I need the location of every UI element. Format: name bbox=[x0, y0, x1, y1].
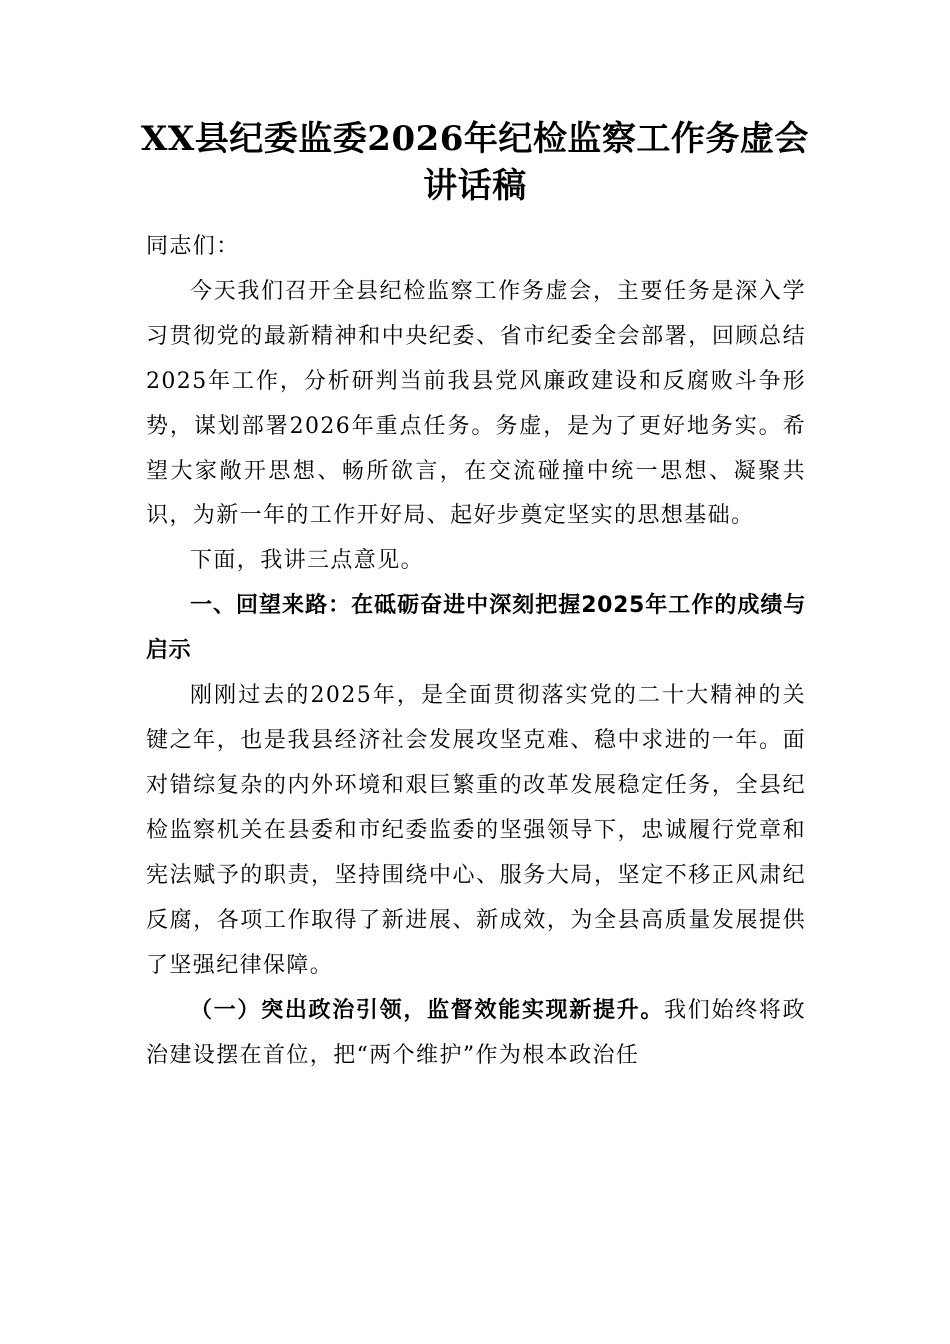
intro-paragraph: 今天我们召开全县纪检监察工作务虚会，主要任务是深入学习贯彻党的最新精神和中央纪委、省市纪委全会部署，回顾总结2025年工作，分析研判当前我县党风廉政建设和反腐败斗争形势，谋划部署2026年重点任务。务虚，是为了更好地务实。希望大家敞开思想、畅所欲言，在交流碰撞中统一思想、凝聚共识，为新一年的工作开好局、起好步奠定坚实的思想基础。 bbox=[146, 278, 806, 529]
section-1-paragraph: 刚刚过去的2025年，是全面贯彻落实党的二十大精神的关键之年，也是我县经济社会发展攻坚克难、稳中求进的一年。面对错综复杂的内外环境和艰巨繁重的改革发展稳定任务，全县纪检监察机关在县委和市纪委监委的坚强领导下，忠诚履行党章和宪法赋予的职责，坚持围绕中心、服务大局，坚定不移正风肃纪反腐，各项工作取得了新进展、新成效，为全县高质量发展提供了坚强纪律保障。 bbox=[146, 683, 806, 978]
document-body bbox=[146, 225, 806, 1079]
document-title: XX县纪委监委2026年纪检监察工作务虚会讲话稿 bbox=[141, 119, 809, 206]
salutation: 同志们： bbox=[146, 234, 240, 259]
subsection-1-text: 我们始终将政治建设摆在首位，把“两个维护”作为根本政治任 bbox=[146, 998, 806, 1069]
transition-paragraph: 下面，我讲三点意见。 bbox=[190, 548, 425, 574]
section-1-heading: 一、回望来路：在砥砺奋进中深刻把握2025年工作的成绩与启示 bbox=[146, 593, 806, 664]
subsection-1-title: （一）突出政治引领，监督效能实现新提升。 bbox=[190, 997, 665, 1024]
subsection-1-paragraph bbox=[146, 988, 806, 1079]
